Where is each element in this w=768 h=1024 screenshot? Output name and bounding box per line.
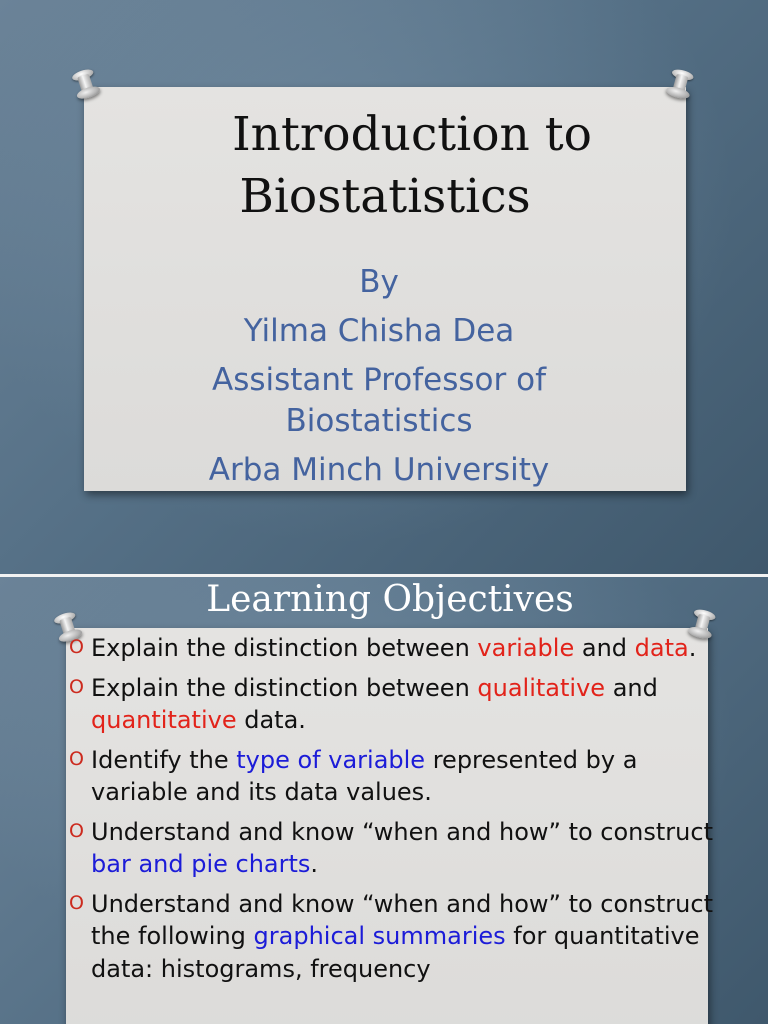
bullet-text: for quantitative data: histograms, frequency (91, 922, 700, 983)
bullet-text: . (688, 634, 697, 662)
by-label: By (359, 264, 399, 300)
list-item (66, 744, 716, 809)
author-position-line2: Biostatistics (285, 403, 473, 439)
highlight-term: type of variable (236, 745, 426, 774)
bullet-text: Explain the distinction between (91, 634, 478, 662)
highlight-term: qualitative (477, 673, 606, 702)
slide-title: Learning Objectives (206, 579, 574, 620)
bullet-text: represented by a variable and its data values. (91, 745, 638, 806)
highlight-term: bar and pie charts (91, 850, 311, 878)
highlight-term: data (634, 634, 689, 662)
bullet-text: Understand and know “when and how” to construct the following (91, 889, 713, 950)
objectives-list (66, 632, 716, 992)
bullet-marker-icon: O (69, 675, 84, 698)
objectives-slide (0, 577, 768, 1024)
bullet-text: and (574, 634, 635, 662)
title-line: Introduction to (232, 107, 592, 162)
list-item (66, 816, 716, 881)
bullet-marker-icon: O (69, 636, 84, 658)
slide-subtitle (84, 262, 674, 499)
highlight-term: quantitative (91, 706, 237, 734)
list-item (66, 632, 716, 665)
highlight-term: variable (477, 634, 575, 662)
highlight-term: graphical summaries (253, 922, 506, 950)
pushpin-icon (665, 67, 696, 102)
author-position-line1: Assistant Professor of (212, 362, 546, 398)
bullet-text: Identify the (91, 745, 237, 774)
bullet-text: and (605, 673, 658, 702)
bullet-marker-icon: O (69, 819, 84, 842)
bullet-text: Explain the distinction between (91, 673, 478, 702)
list-item (66, 672, 716, 737)
bullet-text: Understand and know “when and how” to construct (91, 817, 713, 846)
bullet-text: . (310, 850, 319, 878)
institution-name: Arba Minch University (208, 452, 550, 488)
author-name: Yilma Chisha Dea (243, 313, 515, 349)
slide-title (84, 104, 686, 228)
title-line: Biostatistics (239, 169, 531, 224)
bullet-marker-icon: O (69, 747, 84, 770)
bullet-marker-icon: O (69, 891, 84, 914)
bullet-text: data. (236, 706, 306, 734)
list-item (66, 888, 716, 986)
